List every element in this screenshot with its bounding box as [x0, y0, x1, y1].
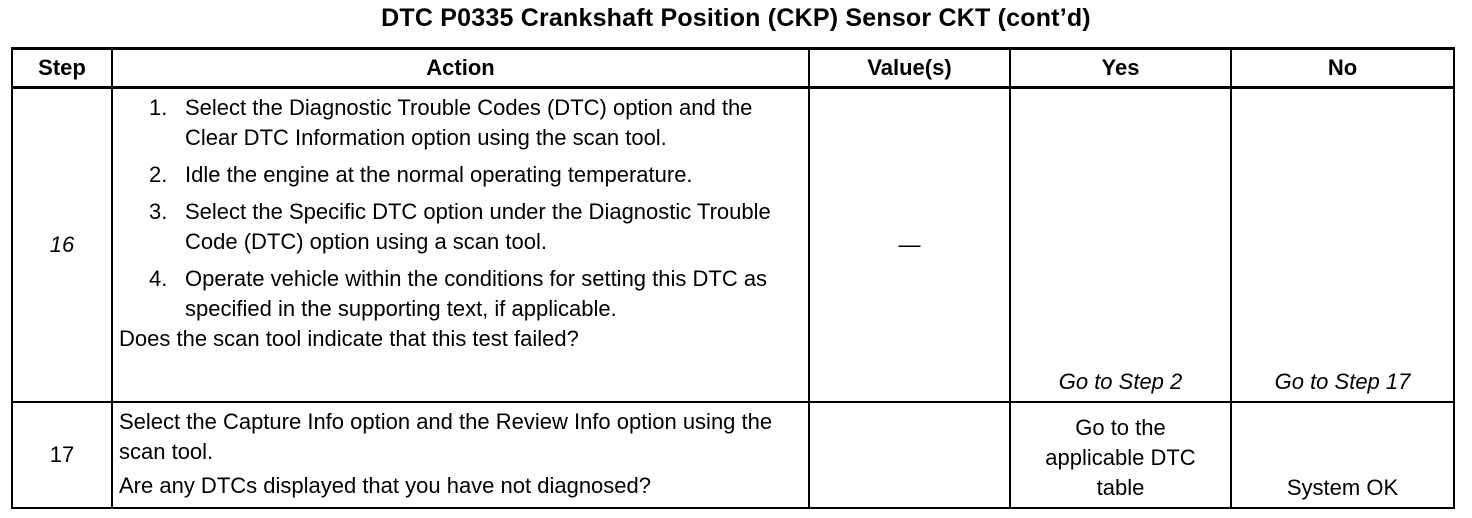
no-cell: Go to Step 17	[1231, 88, 1454, 402]
list-item-number: 4.	[149, 266, 168, 291]
list-item-number: 2.	[149, 162, 168, 187]
action-cell	[112, 402, 809, 508]
list-item-text: Operate vehicle within the conditions for setting this DTC as specified in the supporting text, if applicable.	[185, 266, 768, 321]
action-question: Are any DTCs displayed that you have not diagnosed?	[119, 472, 651, 498]
header-row	[12, 49, 1454, 88]
header-step: Step	[12, 49, 112, 88]
step-number: 17	[12, 402, 112, 508]
list-item	[149, 197, 802, 257]
action-question: Does the scan tool indicate that this test failed?	[119, 326, 579, 351]
no-cell: System OK	[1231, 402, 1454, 508]
list-item-number: 1.	[149, 95, 168, 120]
table-row	[12, 402, 1454, 508]
yes-cell	[1010, 402, 1231, 508]
value-cell	[809, 88, 1010, 402]
list-item	[149, 93, 802, 153]
action-steps-list	[119, 93, 802, 324]
list-item-number: 3.	[149, 199, 168, 224]
action-cell	[112, 88, 809, 402]
diagnostic-table	[11, 47, 1455, 509]
list-item	[149, 160, 802, 190]
list-item	[149, 264, 802, 324]
yes-target: Go to the applicable DTC table	[1045, 414, 1196, 500]
value-dash: —	[898, 231, 921, 257]
yes-cell: Go to Step 2	[1010, 88, 1231, 402]
header-values: Value(s)	[809, 49, 1010, 88]
action-instruction: Select the Capture Info option and the Review Info option using the scan tool.	[119, 408, 773, 464]
list-item-text: Select the Specific DTC option under the Diagnostic Trouble Code (DTC) option using a scan tool.	[185, 199, 771, 254]
header-no: No	[1231, 49, 1454, 88]
header-yes: Yes	[1010, 49, 1231, 88]
header-action: Action	[112, 49, 809, 88]
table-row	[12, 88, 1454, 402]
list-item-text: Select the Diagnostic Trouble Codes (DTC) option and the Clear DTC Information option using the scan tool.	[185, 95, 753, 150]
step-number: 16	[12, 88, 112, 402]
page-title: DTC P0335 Crankshaft Position (CKP) Sensor CKT (cont’d)	[381, 4, 1091, 32]
value-cell	[809, 402, 1010, 508]
list-item-text: Idle the engine at the normal operating temperature.	[185, 162, 693, 187]
